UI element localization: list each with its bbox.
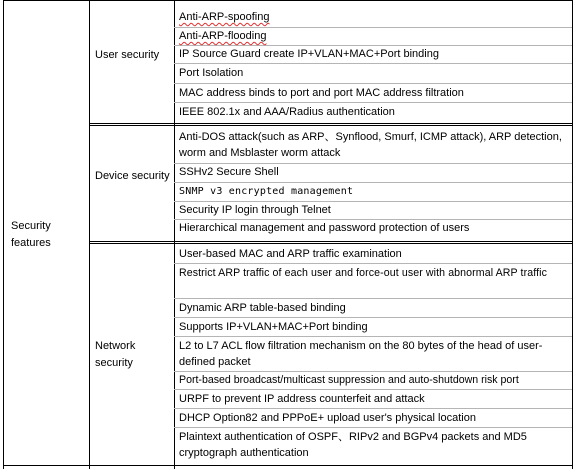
row-divider	[174, 298, 572, 299]
group-label-network-security: Network security	[95, 340, 136, 369]
row-divider	[174, 83, 572, 84]
feature-item: Anti-DOS attack(such as ARP、Synflood, Smurf, ICMP attack), ARP detection, worm and Msblaster worm attack	[179, 131, 562, 159]
feature-item: Hierarchical management and password protection of users	[179, 222, 470, 234]
group-label-user-security: User security	[95, 49, 160, 61]
feature-item: User-based MAC and ARP traffic examination	[179, 248, 402, 260]
feature-item: URPF to prevent IP address counterfeit and attack	[179, 393, 425, 405]
feature-item: Port Isolation	[179, 67, 244, 79]
row-divider	[174, 63, 572, 64]
feature-item: Security IP login through Telnet	[179, 204, 331, 216]
row-divider	[174, 427, 572, 428]
feature-item: L2 to L7 ACL flow filtration mechanism on the 80 bytes of the head of user-defined packet	[179, 340, 543, 368]
table-border-left	[3, 0, 4, 469]
feature-item: Supports IP+VLAN+MAC+Port binding	[179, 321, 368, 333]
feature-item: IP Source Guard create IP+VLAN+MAC+Port binding	[179, 48, 439, 60]
feature-item: Anti-ARP-flooding	[179, 30, 267, 42]
feature-item: Plaintext authentication of OSPF、RIPv2 and BGPv4 packets and MD5 cryptograph authentication	[179, 431, 527, 459]
feature-item: SNMP v3 encrypted management	[179, 186, 354, 197]
feature-item: DHCP Option82 and PPPoE+ upload user's physical location	[179, 412, 476, 424]
feature-item: Restrict ARP traffic of each user and force-out user with abnormal ARP traffic	[179, 267, 547, 279]
group-label-device-security: Device security	[95, 170, 170, 182]
table-border-right	[572, 0, 573, 469]
feature-item: SSHv2 Secure Shell	[179, 166, 279, 178]
feature-item: MAC address binds to port and port MAC address filtration	[179, 87, 464, 99]
category-label: Security features	[11, 220, 51, 249]
column-divider-category	[89, 0, 90, 469]
row-divider	[174, 336, 572, 337]
column-divider-group	[174, 0, 175, 469]
group-divider	[89, 241, 573, 244]
row-divider	[174, 317, 572, 318]
feature-item: Port-based broadcast/multicast suppression and auto-shutdown risk port	[179, 374, 519, 386]
row-divider	[174, 389, 572, 390]
table-border-bottom	[3, 465, 573, 466]
row-divider	[174, 408, 572, 409]
row-divider	[174, 102, 572, 103]
row-divider	[174, 263, 572, 264]
feature-item: Dynamic ARP table-based binding	[179, 302, 346, 314]
table-border-top	[3, 0, 573, 1]
feature-item: IEEE 802.1x and AAA/Radius authentication	[179, 106, 395, 118]
feature-item: Anti-ARP-spoofing	[179, 11, 270, 23]
group-divider	[89, 123, 573, 126]
security-features-table	[3, 0, 573, 469]
